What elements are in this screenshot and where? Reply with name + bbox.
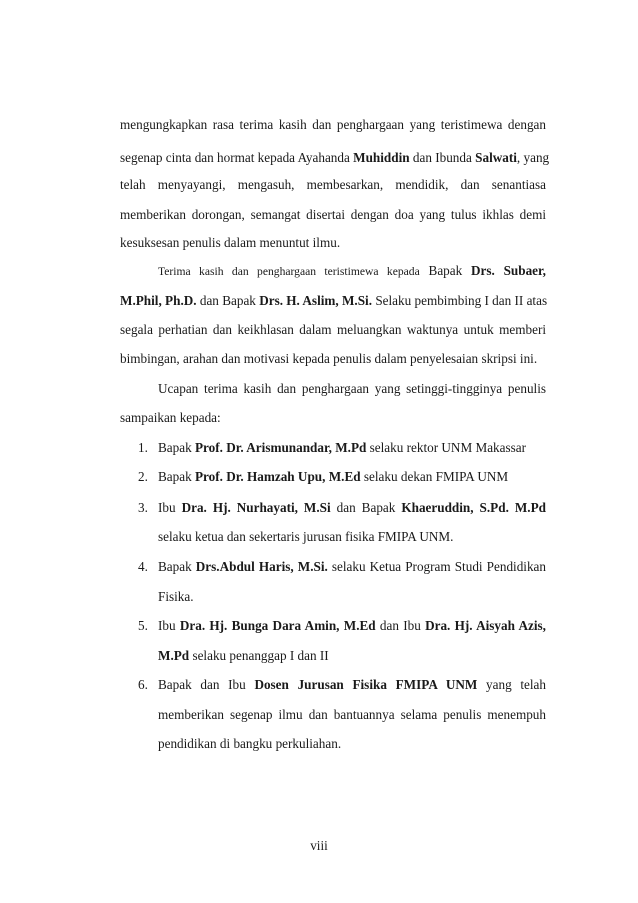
- paragraph-line: sampaikan kepada:: [120, 410, 221, 425]
- paragraph-line: segenap cinta dan hormat kepada Ayahanda Muhiddin dan Ibunda Salwati, yang: [120, 150, 550, 165]
- list-item: Bapak Drs.Abdul Haris, M.Si. selaku Ketua Program Studi Pendidikan: [158, 559, 546, 574]
- list-item-continuation: M.Pd selaku penanggap I dan II: [158, 648, 329, 663]
- list-item: Bapak Prof. Dr. Arismunandar, M.Pd selaku rektor UNM Makassar: [158, 440, 527, 455]
- list-item: Ibu Dra. Hj. Bunga Dara Amin, M.Ed dan Ibu Dra. Hj. Aisyah Azis,: [158, 618, 546, 633]
- list-number: 5.: [138, 618, 148, 633]
- paragraph-line: kesuksesan penulis dalam menuntut ilmu.: [120, 235, 341, 250]
- paragraph-line: Ucapan terima kasih dan penghargaan yang setinggi-tingginya penulis: [158, 381, 546, 396]
- list-item: Bapak dan Ibu Dosen Jurusan Fisika FMIPA UNM yang telah: [158, 677, 547, 692]
- paragraph-line: segala perhatian dan keikhlasan dalam meluangkan waktunya untuk memberi: [120, 322, 546, 337]
- paragraph-line: memberikan dorongan, semangat disertai dengan doa yang tulus ikhlas demi: [120, 207, 546, 222]
- list-item-continuation: Fisika.: [158, 589, 194, 604]
- paragraph-line: bimbingan, arahan dan motivasi kepada penulis dalam penyelesaian skripsi ini.: [120, 351, 538, 366]
- paragraph-line: M.Phil, Ph.D. dan Bapak Drs. H. Aslim, M.Si. Selaku pembimbing I dan II atas: [120, 293, 548, 308]
- list-item-continuation: selaku ketua dan sekertaris jurusan fisika FMIPA UNM.: [158, 529, 454, 544]
- list-number: 4.: [138, 559, 148, 574]
- list-number: 2.: [138, 469, 148, 484]
- paragraph-line: mengungkapkan rasa terima kasih dan penghargaan yang teristimewa dengan: [120, 117, 546, 132]
- list-number: 3.: [138, 500, 148, 515]
- list-item-continuation: pendidikan di bangku perkuliahan.: [158, 736, 342, 751]
- list-item: Ibu Dra. Hj. Nurhayati, M.Si dan Bapak Khaeruddin, S.Pd. M.Pd: [158, 500, 546, 515]
- paragraph-line: Terima kasih dan penghargaan teristimewa kepada Bapak Drs. Subaer,: [158, 263, 546, 278]
- list-item: Bapak Prof. Dr. Hamzah Upu, M.Ed selaku dekan FMIPA UNM: [158, 469, 509, 484]
- list-item-continuation: memberikan segenap ilmu dan bantuannya selama penulis menempuh: [158, 707, 546, 722]
- list-number: 6.: [138, 677, 148, 692]
- list-number: 1.: [138, 440, 148, 455]
- page-number: viii: [310, 838, 328, 853]
- paragraph-line: telah menyayangi, mengasuh, membesarkan, mendidik, dan senantiasa: [120, 177, 546, 192]
